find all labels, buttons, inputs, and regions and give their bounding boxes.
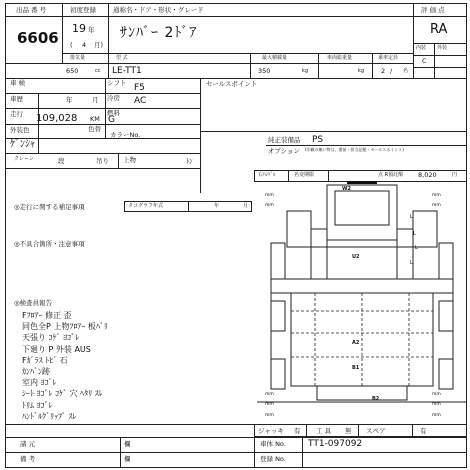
ac-label: 冷房 xyxy=(107,94,120,102)
inspector-report-line: ｶﾝﾊﾞﾝ跡 xyxy=(22,367,50,376)
mileage-label: 走行 xyxy=(10,110,23,118)
crane-steps-unit: 段 xyxy=(58,157,65,165)
inspection-label: 車 検 xyxy=(10,79,26,87)
remarks-col-label: 欄 xyxy=(124,455,131,463)
shift-value: F5 xyxy=(134,83,145,93)
divider xyxy=(413,55,467,56)
remarks-label: 備 考 xyxy=(20,455,36,463)
mm-label: mm xyxy=(265,413,274,418)
spare-label: スペア xyxy=(366,427,386,435)
divider xyxy=(5,63,413,64)
divider xyxy=(5,452,467,453)
l-mark-1: L xyxy=(410,214,413,220)
tools-mark: 無 xyxy=(345,427,352,435)
divider xyxy=(413,67,467,68)
mileage-value: 109,028 xyxy=(36,113,78,124)
first-registration-label: 初度登録 xyxy=(70,6,96,14)
divider xyxy=(412,424,413,437)
exterior-label: 外装 xyxy=(437,45,448,51)
lot-number-label: 出品 番 号 xyxy=(16,6,47,14)
sales-points-label: セールスポイント xyxy=(206,80,258,88)
inspector-report-line: 天張り ｺｹﾞ ﾖｺﾞﾚ xyxy=(22,333,80,343)
divider xyxy=(358,424,359,437)
mm-label: mm xyxy=(265,193,274,198)
equipment-label: 純正装備品 xyxy=(268,136,301,144)
history-year-unit: 年 xyxy=(66,96,73,104)
divider xyxy=(108,53,109,78)
divider xyxy=(5,16,413,17)
inspector-report-line: 同色全P 上物ﾌﾛｱｰ 板ﾊﾞﾘ xyxy=(22,322,108,332)
cab-roof xyxy=(327,185,397,240)
specs-memo-label: 諸 元 xyxy=(20,440,36,448)
upper-body-label: 上物 xyxy=(123,156,136,164)
max-load-label: 最大積載量 xyxy=(262,55,288,61)
mm-label: mm xyxy=(265,402,274,407)
inspector-report-line: ﾊﾝﾄﾞﾙｸﾞﾘｯﾌﾟ ｽﾚ xyxy=(22,411,77,421)
shift-label: シフト xyxy=(107,79,127,87)
score: RA xyxy=(430,22,448,37)
upper-body-ton: ﾄﾝ xyxy=(186,157,193,165)
inspector-report-line: ｼｰﾄ ﾖｺﾞﾚ ｺｹﾞ 穴 ﾍﾀﾘ ｽﾚ xyxy=(22,389,103,399)
divider xyxy=(318,53,319,78)
vin-label: 車体 No. xyxy=(260,440,286,448)
displacement-label: 排気量 xyxy=(70,55,86,61)
displacement-unit: cc xyxy=(95,68,101,74)
divider xyxy=(120,437,121,468)
divider xyxy=(254,424,255,468)
divider xyxy=(5,124,200,125)
car-name: ｻﾝﾊﾞｰ 2ﾄﾞｱ xyxy=(120,25,198,41)
divider xyxy=(62,3,63,63)
equipment-value: PS xyxy=(312,135,324,145)
defects-label: ◎不具合箇所・注意事項 xyxy=(14,240,85,248)
divider xyxy=(118,153,119,168)
gross-weight-unit: kg xyxy=(358,68,365,74)
b2-mark: B2 xyxy=(372,396,380,402)
handle-label: 右ﾊﾝﾄﾞﾙ xyxy=(258,172,276,178)
recycle-yen-unit: 円 xyxy=(452,172,458,178)
registration-year: 19 xyxy=(72,22,86,35)
model-code-label: 型 式 xyxy=(116,55,128,61)
crane-label: クレーン xyxy=(14,156,34,162)
jack-label: ジャッキ xyxy=(258,427,284,435)
ac-value: AC xyxy=(134,96,147,106)
mm-label: mm xyxy=(432,193,441,198)
l-mark-4: L xyxy=(410,260,413,266)
specs-col-label: 欄 xyxy=(124,440,131,448)
accessory-box xyxy=(254,424,467,437)
plate-label: 登録 No. xyxy=(260,455,286,463)
inspector-report-line: Fﾌﾛｱｰ 修正 歪 xyxy=(22,311,72,320)
tachograph-year: 年 xyxy=(214,203,220,209)
divider xyxy=(266,145,467,146)
divider xyxy=(5,78,467,79)
l-mark-3: L xyxy=(415,245,418,251)
options-note: (印載の無い物は、番前・担当記帳・セールスポイント) xyxy=(305,147,404,152)
car-name-label: 通称名・ドア・形状・グレード xyxy=(113,6,204,14)
jack-mark: 有 xyxy=(294,427,301,435)
registration-month-open: ( xyxy=(70,41,73,49)
divider xyxy=(5,153,200,154)
fuel-value: G xyxy=(108,115,115,125)
mm-label: mm xyxy=(432,402,441,407)
divider xyxy=(302,437,303,468)
tachograph-label: タコグラフ年式 xyxy=(128,203,164,209)
registration-month-close: 月) xyxy=(94,41,104,49)
inspector-report-line: 室内 ﾖｺﾞﾚ xyxy=(22,378,57,388)
vin-value: TT1-097092 xyxy=(308,439,363,449)
inspector-report-line: 下廻り P 外装 AUS xyxy=(22,344,91,354)
fuel-label: 燃料 xyxy=(107,109,120,117)
lot-number: 6606 xyxy=(17,29,59,47)
history-month-unit: 月 xyxy=(92,96,99,104)
b1-mark: B1 xyxy=(352,365,360,371)
spare-mark: 有 xyxy=(420,427,427,435)
capacity: 2 xyxy=(381,67,386,75)
registration-year-unit: 年 xyxy=(88,26,95,34)
divider xyxy=(5,108,200,109)
tools-label: 工 具 xyxy=(316,427,332,435)
inspector-report-label: ◎検査員報告 xyxy=(14,299,53,307)
a2-mark: A2 xyxy=(352,340,360,346)
recycle-deposit-label: 点 R預託額 xyxy=(378,172,404,178)
mileage-unit: KM xyxy=(90,115,100,123)
windshield xyxy=(335,191,389,225)
inspector-report-line: Fｶﾞﾗｽ ﾄﾋﾞ 石 xyxy=(22,355,68,365)
mm-label: mm xyxy=(432,392,441,397)
crane-hoist-unit: 吊り xyxy=(96,157,109,165)
interior-score: C xyxy=(422,57,427,65)
displacement: 650 xyxy=(66,67,79,75)
mm-label: mm xyxy=(265,392,274,397)
vehicle-damage-diagram xyxy=(257,181,467,421)
interior-label: 内装 xyxy=(416,45,427,51)
name-change-deadline-label: 名変期限 xyxy=(294,172,315,178)
divider xyxy=(413,43,467,44)
max-load: 350 xyxy=(258,67,271,75)
inspector-report-line: ﾄﾘﾑ ﾖｺﾞﾚ xyxy=(22,400,53,410)
registration-month: 4 xyxy=(82,41,87,49)
mm-label: mm xyxy=(265,203,274,208)
capacity-separator: / xyxy=(390,67,393,75)
divider xyxy=(5,168,200,169)
capacity-unit: 名 xyxy=(403,68,409,74)
exterior-color-label: 外装色 xyxy=(10,126,30,134)
gross-weight-label: 車両総重量 xyxy=(327,55,353,61)
max-load-unit: kg xyxy=(302,68,309,74)
divider xyxy=(5,93,200,94)
divider xyxy=(5,437,467,438)
divider xyxy=(250,53,251,78)
divider xyxy=(62,53,413,54)
w2-mark: W2 xyxy=(342,186,351,192)
color-change-label: 色替 xyxy=(88,125,101,133)
tachograph-month: 月 xyxy=(243,203,249,209)
u2-mark: U2 xyxy=(352,254,360,260)
options-label: オプション xyxy=(268,147,300,155)
divider xyxy=(108,3,109,53)
divider xyxy=(372,53,373,78)
mm-label: mm xyxy=(432,413,441,418)
exterior-color: ｹﾞﾝｼｬ xyxy=(10,139,35,150)
history-label: 車歴 xyxy=(10,95,23,103)
divider xyxy=(434,43,435,78)
panel-u2-area xyxy=(311,247,413,279)
divider xyxy=(306,424,307,437)
color-number-label: カラーNo. xyxy=(110,131,141,139)
divider xyxy=(413,16,467,17)
mm-label: mm xyxy=(432,203,441,208)
l-mark-2: L xyxy=(413,231,416,237)
travel-notes-label: ◎走行に関する補足事項 xyxy=(14,203,85,211)
capacity-label: 乗車定員 xyxy=(378,55,399,61)
divider xyxy=(188,201,189,212)
recycle-deposit-amount: 8,020 xyxy=(418,171,437,179)
divider xyxy=(200,131,467,132)
divider xyxy=(200,78,201,193)
model-code: LE-TT1 xyxy=(112,66,142,76)
score-label: 評 価 点 xyxy=(421,6,445,14)
